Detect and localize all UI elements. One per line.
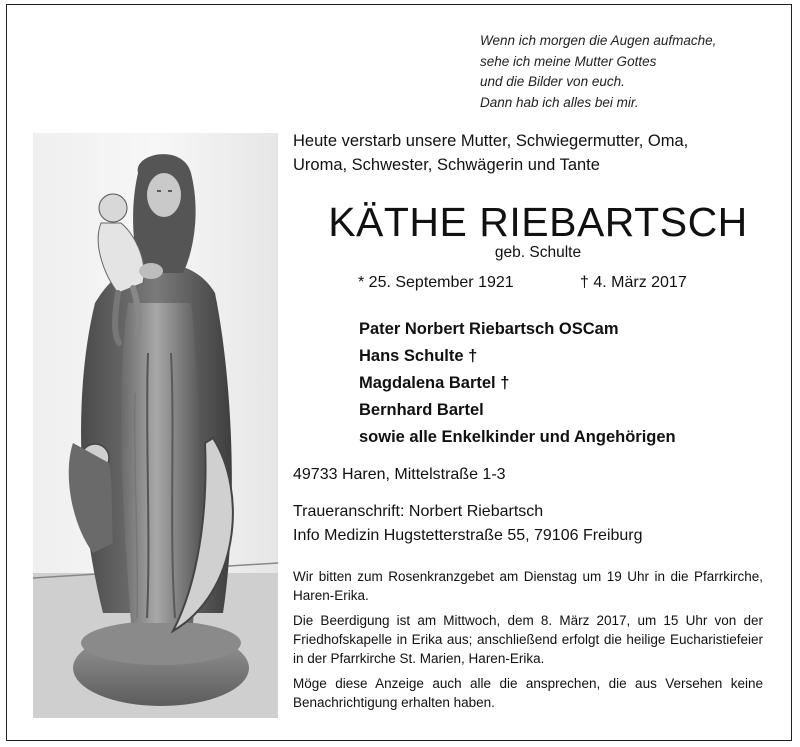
death-date: † 4. März 2017 <box>580 274 687 291</box>
intro-text <box>293 129 783 177</box>
notice-apology: Möge diese Anzeige auch alle die ansprechen, die aus Versehen keine Benachrichtigung erhalten haben. <box>293 676 763 710</box>
mourners-list <box>359 316 779 451</box>
service-notices <box>293 567 763 718</box>
deceased-name: KÄTHE RIEBARTSCH <box>328 199 748 245</box>
poem-line: und die Bilder von euch. <box>480 74 625 89</box>
poem-line: Wenn ich morgen die Augen aufmache, <box>480 33 717 48</box>
notice-funeral: Die Beerdigung ist am Mittwoch, dem 8. März 2017, um 15 Uhr von der Friedhofskapelle in Erika aus; anschließend erfolgt die heilige Eucharistiefeier in der Pfarrkirche St. Marien, Haren-Erika. <box>293 613 763 666</box>
contact-line: Traueranschrift: Norbert Riebartsch <box>293 503 544 520</box>
mourner: Pater Norbert Riebartsch OSCam <box>359 320 619 338</box>
maiden-name: geb. Schulte <box>494 244 582 261</box>
notice-rosary: Wir bitten zum Rosenkranzgebet am Dienstag um 19 Uhr in die Pfarrkirche, Haren-Erika. <box>293 569 763 603</box>
mourner: Hans Schulte † <box>359 347 478 365</box>
intro-line: Heute verstarb unsere Mutter, Schwiegermutter, Oma, <box>293 132 689 150</box>
mourner: Bernhard Bartel <box>359 401 484 419</box>
condolence-address <box>293 500 643 548</box>
poem-line: sehe ich meine Mutter Gottes <box>480 53 657 69</box>
home-address: 49733 Haren, Mittelstraße 1-3 <box>293 466 506 483</box>
birth-date: * 25. September 1921 <box>358 274 514 291</box>
poem-line: Dann hab ich alles bei mir. <box>480 94 639 110</box>
intro-line: Uroma, Schwester, Schwägerin und Tante <box>293 156 600 174</box>
mourner: sowie alle Enkelkinder und Angehörigen <box>359 428 676 446</box>
poem <box>480 31 780 113</box>
mourner: Magdalena Bartel † <box>359 374 510 392</box>
madonna-statue-image <box>33 133 278 718</box>
contact-line: Info Medizin Hugstetterstraße 55, 79106 Freiburg <box>293 527 643 544</box>
